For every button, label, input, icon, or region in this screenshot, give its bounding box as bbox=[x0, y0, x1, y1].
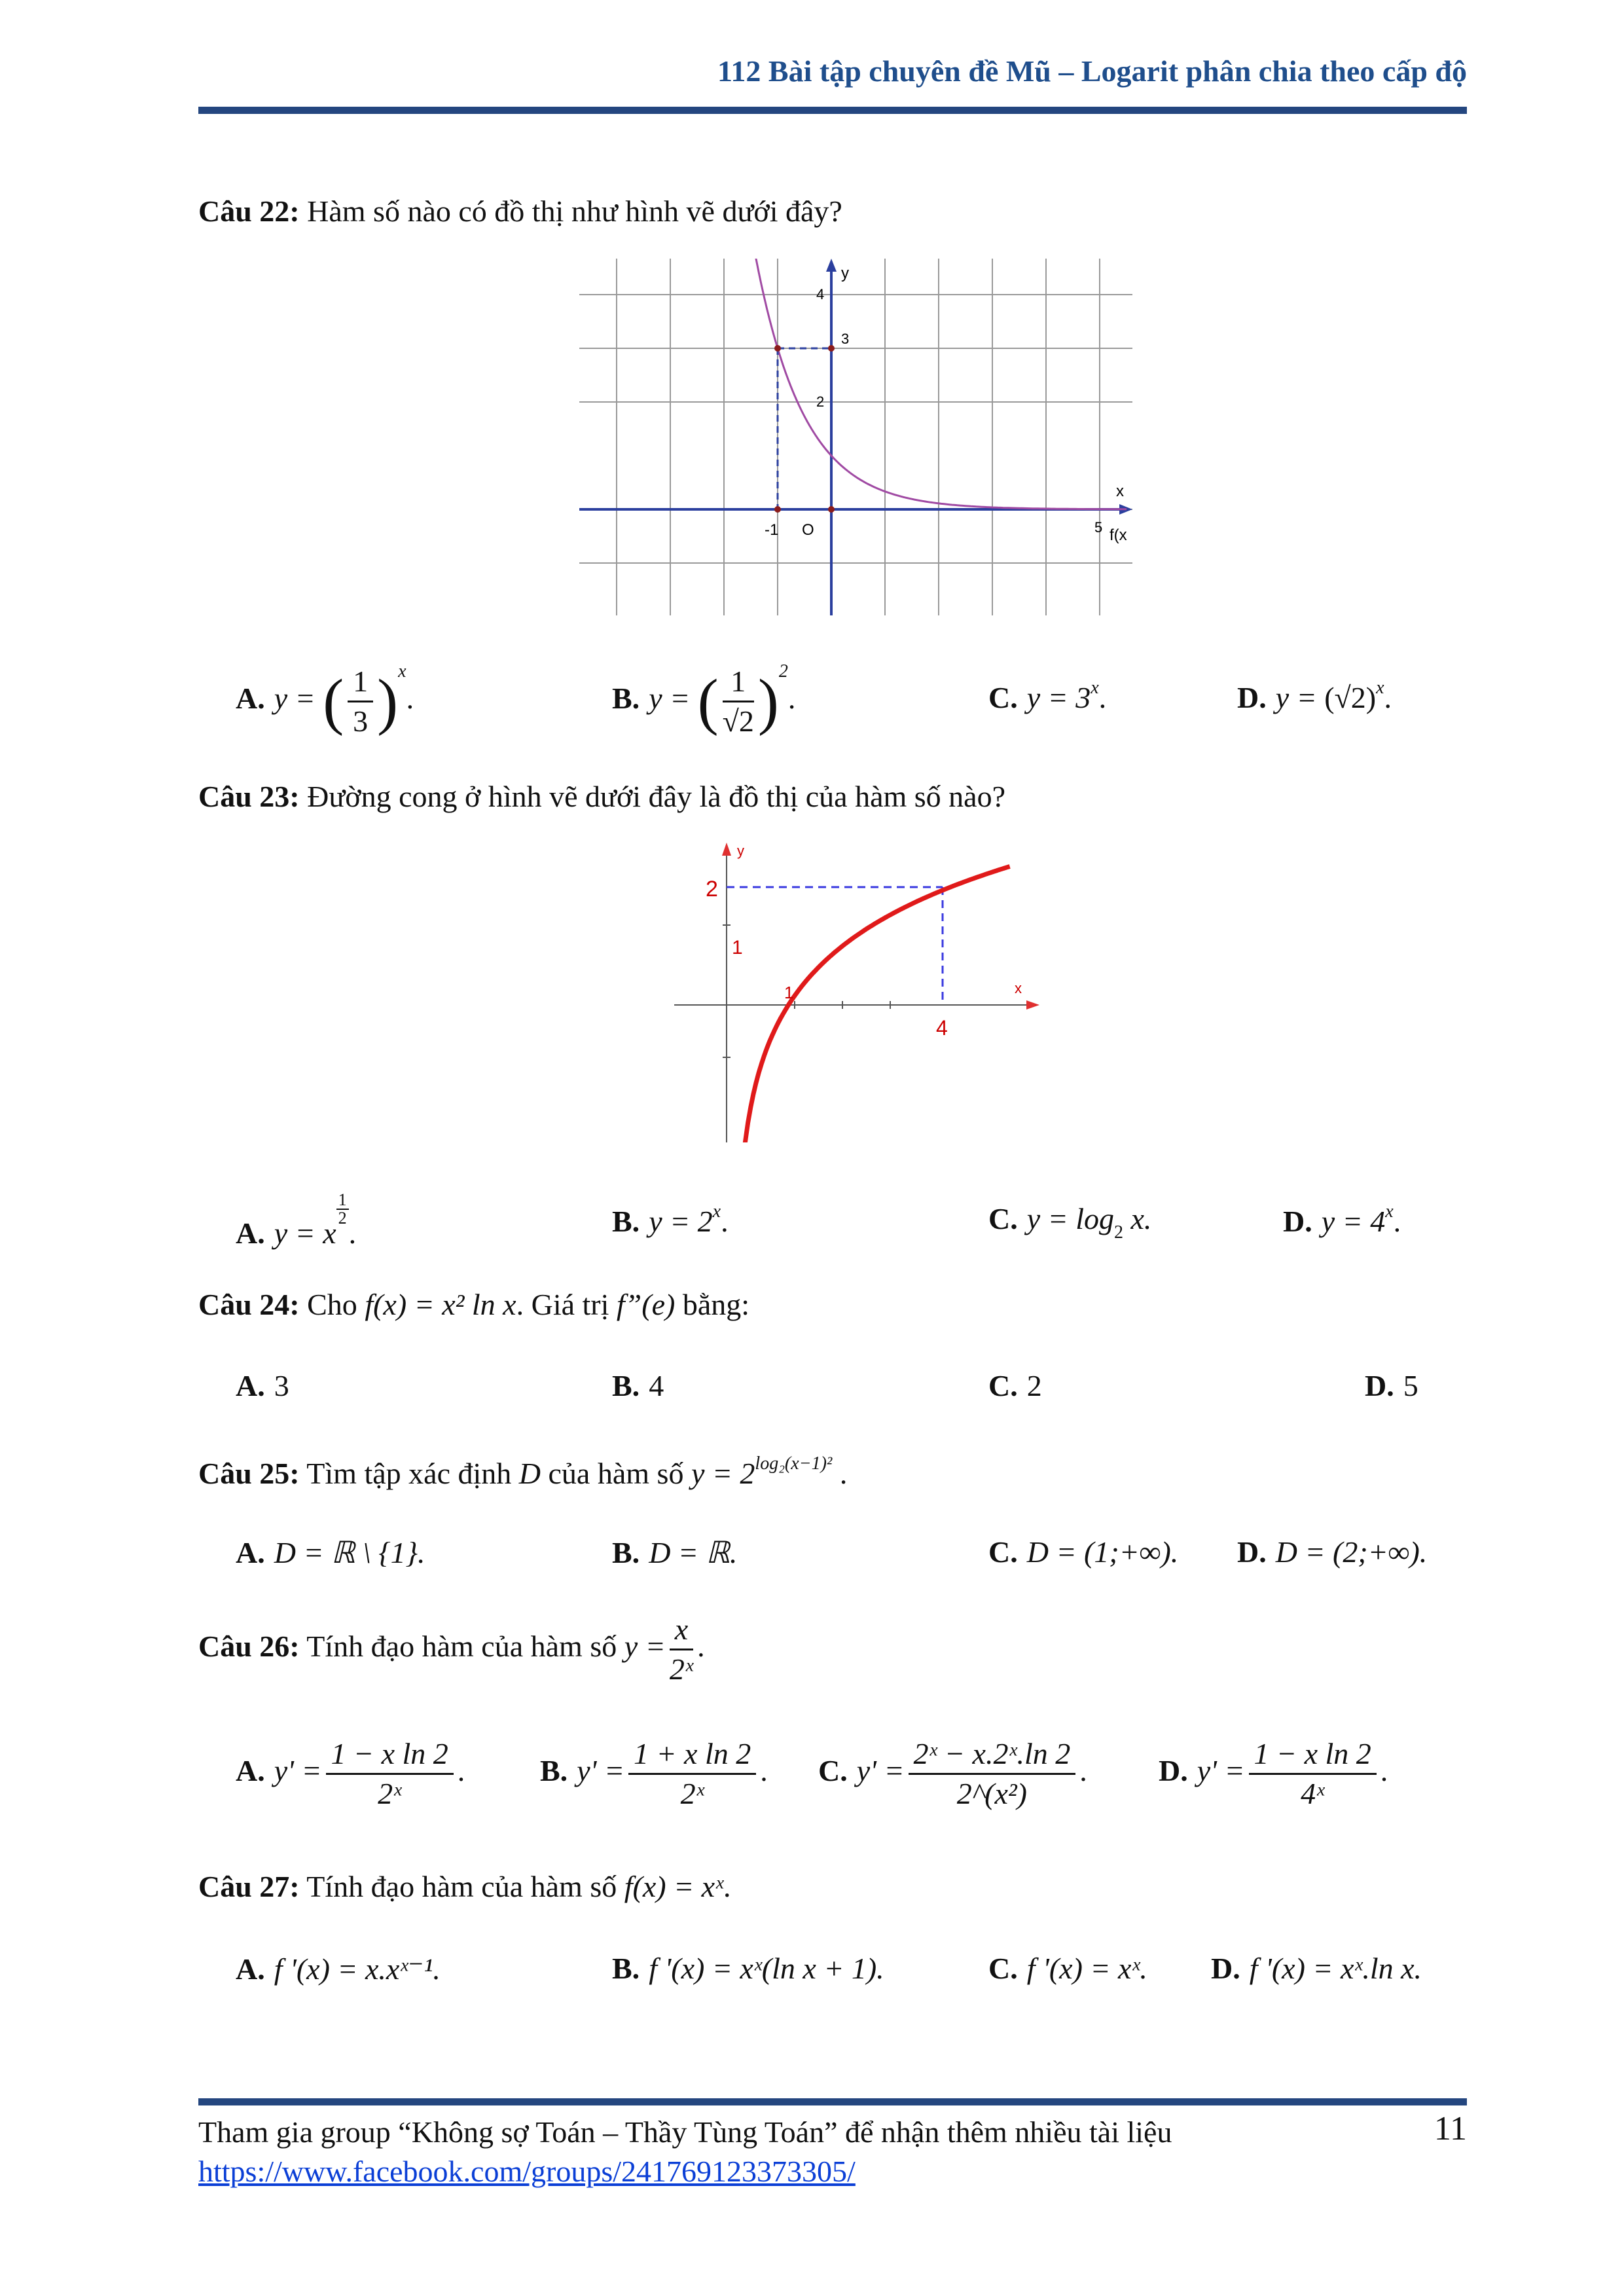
q22-grid bbox=[579, 259, 1132, 615]
q24-option-c[interactable]: C. 2 bbox=[988, 1369, 1042, 1402]
question-24: Câu 24: Cho f(x) = x² ln x. Giá trị f”(e) bằng: bbox=[198, 1288, 750, 1321]
q23-y-arrow-icon bbox=[722, 843, 731, 856]
footer-text: Tham gia group “Không sợ Toán – Thầy Tùng Toán” để nhận thêm nhiều tài liệu bbox=[198, 2115, 1172, 2149]
question-26: Câu 26: Tính đạo hàm của hàm số y = $\frac{x}{\text{2ˣ}}$ . bbox=[198, 1611, 705, 1688]
q22-y-arrow-icon bbox=[826, 259, 837, 272]
page-number: 11 bbox=[1434, 2110, 1467, 2147]
q27-option-b[interactable]: B. f '(x) = xˣ(ln x + 1). bbox=[612, 1952, 884, 1985]
q22-curve bbox=[753, 259, 1127, 509]
q23-text: Đường cong ở hình vẽ dưới đây là đồ thị của hàm số nào? bbox=[307, 780, 1006, 813]
q23-label: Câu 23: bbox=[198, 780, 300, 813]
q22-y-label: y bbox=[841, 264, 849, 282]
q22-tick-2: 2 bbox=[816, 393, 825, 410]
q25-option-c[interactable]: C. D = (1;+∞). bbox=[988, 1535, 1179, 1569]
q26-option-a[interactable]: A. y' = $\frac{\text{1 − x ln 2}}{\text{2ˣ}}$ . bbox=[236, 1735, 465, 1813]
q22-x-label: x bbox=[1116, 483, 1124, 500]
q22-tick-4: 4 bbox=[816, 286, 825, 302]
q23-option-c[interactable]: C. $y = \log_2 x$. bbox=[988, 1202, 1152, 1243]
q22-point bbox=[828, 345, 835, 352]
q27-option-d[interactable]: D. f '(x) = xˣ.ln x. bbox=[1211, 1952, 1422, 1985]
q22-point bbox=[774, 506, 781, 513]
q22-origin-label: O bbox=[802, 521, 814, 539]
header-rule bbox=[198, 107, 1467, 114]
q23-option-b[interactable]: B. $y = 2^x$. bbox=[612, 1201, 729, 1238]
q22-text: Hàm số nào có đồ thị như hình vẽ dưới đây? bbox=[307, 194, 842, 228]
q25-option-b[interactable]: B. D = ℝ. bbox=[612, 1536, 738, 1569]
q22-option-b[interactable]: B. y = ( $\frac{1}{√2}$ )$^2$. bbox=[612, 661, 796, 738]
q23-y-label: y bbox=[737, 843, 744, 859]
q27-option-c[interactable]: C. f '(x) = xˣ. bbox=[988, 1952, 1147, 1985]
q22-tick-5: 5 bbox=[1094, 519, 1103, 536]
question-22 bbox=[198, 194, 842, 228]
q22-tick-neg1: -1 bbox=[765, 521, 779, 539]
q26-option-b[interactable]: B. y' = $\frac{\text{1 + x ln 2}}{\text{2ˣ}}$ . bbox=[540, 1735, 768, 1813]
q23-option-a[interactable]: A. y = x $\frac{1}{2}$ . bbox=[236, 1190, 357, 1250]
question-27: Câu 27: Tính đạo hàm của hàm số f(x) = xˣ. bbox=[198, 1870, 731, 1903]
q26-option-d[interactable]: D. y' = $\frac{\text{1 − x ln 2}}{\text{4ˣ}}$ . bbox=[1159, 1735, 1388, 1813]
header-title: 112 Bài tập chuyên đề Mũ – Logarit phân chia theo cấp độ bbox=[717, 54, 1467, 88]
q24-option-b[interactable]: B. 4 bbox=[612, 1369, 664, 1402]
question-23 bbox=[198, 779, 1005, 814]
q22-option-a[interactable]: A. y = ( $\frac{1}{3}$ )$^x$. bbox=[236, 661, 414, 738]
footer-link[interactable]: https://www.facebook.com/groups/241769123373305/ bbox=[198, 2155, 856, 2188]
q22-option-d[interactable]: D. $y = (√2)^x$. bbox=[1237, 678, 1392, 714]
q24-option-a[interactable]: A. 3 bbox=[236, 1369, 289, 1402]
q26-option-c[interactable]: C. y' = $\frac{\text{2ˣ − x.2ˣ.ln 2}}{\text{2\textasciicircum{}(x²)}}$ . bbox=[818, 1735, 1087, 1813]
footer-rule bbox=[198, 2098, 1467, 2105]
q23-ticks bbox=[723, 925, 890, 1057]
q22-graph bbox=[579, 259, 1132, 615]
q23-graph bbox=[674, 841, 1041, 1142]
q23-x-arrow-icon bbox=[1026, 1000, 1039, 1010]
question-25: Câu 25: Tìm tập xác định D của hàm số $y = 2^{log_2(x-1)^2}$ . bbox=[198, 1453, 848, 1490]
q25-option-d[interactable]: D. D = (2;+∞). bbox=[1237, 1535, 1428, 1569]
q22-label: Câu 22: bbox=[198, 194, 300, 228]
q23-tick-1y: 1 bbox=[732, 937, 743, 958]
q22-point bbox=[774, 345, 781, 352]
q22-point bbox=[828, 506, 835, 513]
q22-tick-3: 3 bbox=[841, 331, 850, 347]
q23-option-d[interactable]: D. $y = 4^x$. bbox=[1283, 1201, 1401, 1238]
q23-tick-4: 4 bbox=[936, 1016, 948, 1040]
q24-option-d[interactable]: D. 5 bbox=[1365, 1369, 1418, 1402]
q23-tick-2: 2 bbox=[706, 877, 718, 902]
q23-x-label: x bbox=[1015, 980, 1022, 996]
q23-tick-1x: 1 bbox=[784, 983, 794, 1002]
q22-fx-label: f(x bbox=[1110, 526, 1127, 544]
q27-option-a[interactable]: A. f '(x) = x.xˣ⁻¹. bbox=[236, 1952, 441, 1986]
q25-option-a[interactable]: A. D = ℝ \ {1}. bbox=[236, 1536, 425, 1569]
q22-option-c[interactable]: C. $y = 3^x$. bbox=[988, 678, 1107, 714]
